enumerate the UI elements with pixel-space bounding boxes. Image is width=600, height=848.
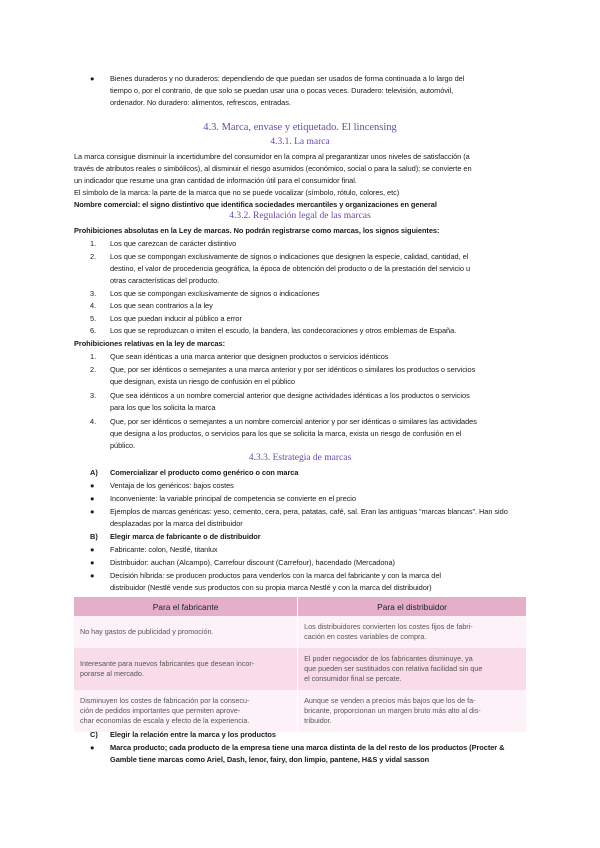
bullet-a-2: Inconveniente: la variable principal de competencia se convierte en el precio [110,494,356,503]
marca-paragraph-line-1: La marca consigue disminuir la incertidumbre del consumidor en la compra al pregarantizar unos niveles de satisfacción (a [74,152,470,161]
list-number: 6. [90,326,97,335]
strategy-label: C) [90,730,98,739]
simbolo-line: El símbolo de la marca: la parte de la marca que no se puede vocalizar (símbolo, rótulo, colores, etc) [74,188,400,197]
table-cell [74,616,298,648]
table-cell [298,616,526,648]
cell-line: tribuidor. [304,716,332,725]
intro-bullet-line-3: ordenador. No duradero: alimentos, refrescos, entradas. [110,98,291,107]
section-heading-4-3-3: 4.3.3. Estrategia de marcas [248,453,352,463]
table-header-row [74,597,526,616]
cell-line: No hay gastos de publicidad y promoción. [80,627,214,636]
table-row [74,648,526,690]
bullet-a-1: Ventaja de los genéricos: bajos costes [110,481,234,490]
bullet-a-3-line-2: desplazadas por la marca del distribuidor [110,519,243,528]
strategy-c-text: Elegir la relación entre la marca y los productos [110,730,276,739]
table-cell [74,648,298,690]
prohibicion-absoluta-2-line-3: otras características del producto. [110,276,220,285]
section-heading-4-3-2: 4.3.2. Regulación legal de las marcas [229,211,371,221]
prohibicion-relativa-3-line-2: para los que los solicita la marca [110,403,216,412]
comparison-table [74,597,526,732]
prohibicion-relativa-4-line-2: que designa a los productos, o servicios para los que se solicita la marca, exista un riesgo de confusión en el [110,429,462,438]
bullet-b-3-line-1: Decisión híbrida: se producen productos para venderlos con la marca del fabricante y con la marca del [110,571,441,580]
bullet-b-3-line-2: distribuidor (Nestlé vende sus productos con su propia marca Nestlé y con la marca del distribuidor) [110,583,432,592]
cell-line: bricante, proporcionan un margen bruto más alto al dis- [304,706,481,715]
table-row [74,690,526,732]
list-number: 4. [90,301,97,310]
prohibicion-absoluta-4: Los que sean contrarios a la ley [110,301,213,310]
table-row [74,616,526,648]
table-cell [298,690,526,732]
strategy-a-text: Comercializar el producto como genérico o con marca [110,468,299,477]
bullet-marker: ● [90,571,95,580]
bullet-a-3-line-1: Ejemplos de marcas genéricas: yeso, cemento, cera, pera, patatas, café, sal. Eran las antiguas “marcas blancas”. Han sido [110,507,508,516]
bullet-marker: ● [90,74,95,83]
bullet-marker: ● [90,545,95,554]
cell-line: que pueden ser sustituidos con relativa facilidad sin que [304,664,483,673]
list-number: 1. [90,239,97,248]
cell-line: Interesante para nuevos fabricantes que desean incor- [80,659,255,668]
cell-line: ción de pedidos importantes que permiten aprove- [80,706,241,715]
cell-line: El poder negociador de los fabricantes disminuye, ya [304,654,473,663]
list-number: 5. [90,314,97,323]
prohibicion-relativa-1: Que sean idénticas a una marca anterior que designen productos o servicios idénticos [110,352,389,361]
prohibicion-absoluta-2-line-2: destino, el valor de procedencia geográfica, la época de obtención del producto o de la prestación del servicio u [110,264,471,273]
nombre-comercial-line: Nombre comercial: el signo distintivo que identifica sociedades mercantiles y organizaciones en general [74,200,437,209]
cell-line: el consumidor final se percate. [304,674,402,683]
list-number: 3. [90,289,97,298]
prohibicion-relativa-3-line-1: Que sea idénticos a un nombre comercial anterior que designe actividades idénticas a los productos o servicios [110,391,470,400]
bullet-c-1-line-2: Gamble tiene marcas como Ariel, Dash, lenor, fairy, don limpio, pantene, H&S y vidal sasson [110,755,430,764]
prohibicion-relativa-4-line-1: Que, por ser idénticos o semejantes a un nombre comercial anterior y por ser idénticas o similares las actividades [110,417,477,426]
bullet-b-1: Fabricante: colon, Nestlé, titanlux [110,545,218,554]
marca-paragraph-line-2: través de atributos reales o simbólicos), al disminuir el riesgo asumidos (económico, social o para la salud); se convierte en [74,164,472,173]
intro-bullet-line-2: tiempo o, por el contrario, de que solo se puedan usar una o pocas veces. Duradero: televisión, automóvil, [110,86,454,95]
prohibiciones-absolutas-title: Prohibiciones absolutas en la Ley de marcas. No podrán registrarse como marcas, los signos siguientes: [74,226,440,235]
cell-line: char economías de escala y efecto de la experiencia. [80,716,250,725]
prohibicion-absoluta-1: Los que carezcan de carácter distintivo [110,239,237,248]
cell-line: porarse al mercado. [80,669,144,678]
bullet-marker: ● [90,494,95,503]
bullet-c-1-line-1: Marca producto; cada producto de la empresa tiene una marca distinta de la del resto de los productos (Procter & [110,743,505,752]
list-number: 4. [90,417,97,426]
prohibicion-absoluta-2-line-1: Los que se compongan exclusivamente de signos o indicaciones que designen la especie, calidad, cantidad, el [110,252,469,261]
strategy-label: A) [90,468,98,477]
list-number: 3. [90,391,97,400]
table-header: Para el fabricante [74,597,298,616]
list-number: 2. [90,365,97,374]
cell-line: Disminuyen los costes de fabricación por la consecu- [80,696,250,705]
marca-paragraph-line-3: un indicador que resume una gran cantidad de información útil para el consumidor final. [74,176,357,185]
bullet-marker: ● [90,507,95,516]
strategy-b-text: Elegir marca de fabricante o de distribuidor [110,532,261,541]
prohibicion-relativa-2-line-1: Que, por ser idénticos o semejantes a una marca anterior y por ser idénticos o similares los productos o servicios [110,365,476,374]
section-heading-4-3: 4.3. Marca, envase y etiquetado. El lincensing [203,122,397,133]
prohibicion-relativa-2-line-2: que designan, exista un riesgo de confusión en el público [110,377,295,386]
cell-line: Los distribuidores convierten los costes fijos de fabri- [304,622,473,631]
strategy-label: B) [90,532,98,541]
list-number: 2. [90,252,97,261]
bullet-b-2: Distribuidor: auchan (Alcampo), Carrefour discount (Carrefour), hacendado (Mercadona) [110,558,395,567]
table-cell [298,648,526,690]
list-number: 1. [90,352,97,361]
prohibicion-relativa-4-line-3: público. [110,441,136,450]
intro-bullet-line-1: Bienes duraderos y no duraderos: dependiendo de que puedan ser usados de forma continuada a lo largo del [110,74,465,83]
bullet-marker: ● [90,558,95,567]
prohibicion-absoluta-6: Los que se reproduzcan o imiten el escudo, la bandera, las condecoraciones y otros emblemas de España. [110,326,457,335]
prohibicion-absoluta-3: Los que se compongan exclusivamente de signos o indicaciones [110,289,320,298]
cell-line: Aunque se venden a precios más bajos que los de fa- [304,696,476,705]
cell-line: cación en costes variables de compra. [304,632,427,641]
prohibiciones-relativas-title: Prohibiciones relativas en la ley de marcas: [74,339,226,348]
bullet-marker: ● [90,481,95,490]
prohibicion-absoluta-5: Los que puedan inducir al público a error [110,314,242,323]
bullet-marker: ● [90,743,95,752]
table-cell [74,690,298,732]
table-header: Para el distribuidor [298,597,526,616]
section-heading-4-3-1: 4.3.1. La marca [270,137,330,147]
